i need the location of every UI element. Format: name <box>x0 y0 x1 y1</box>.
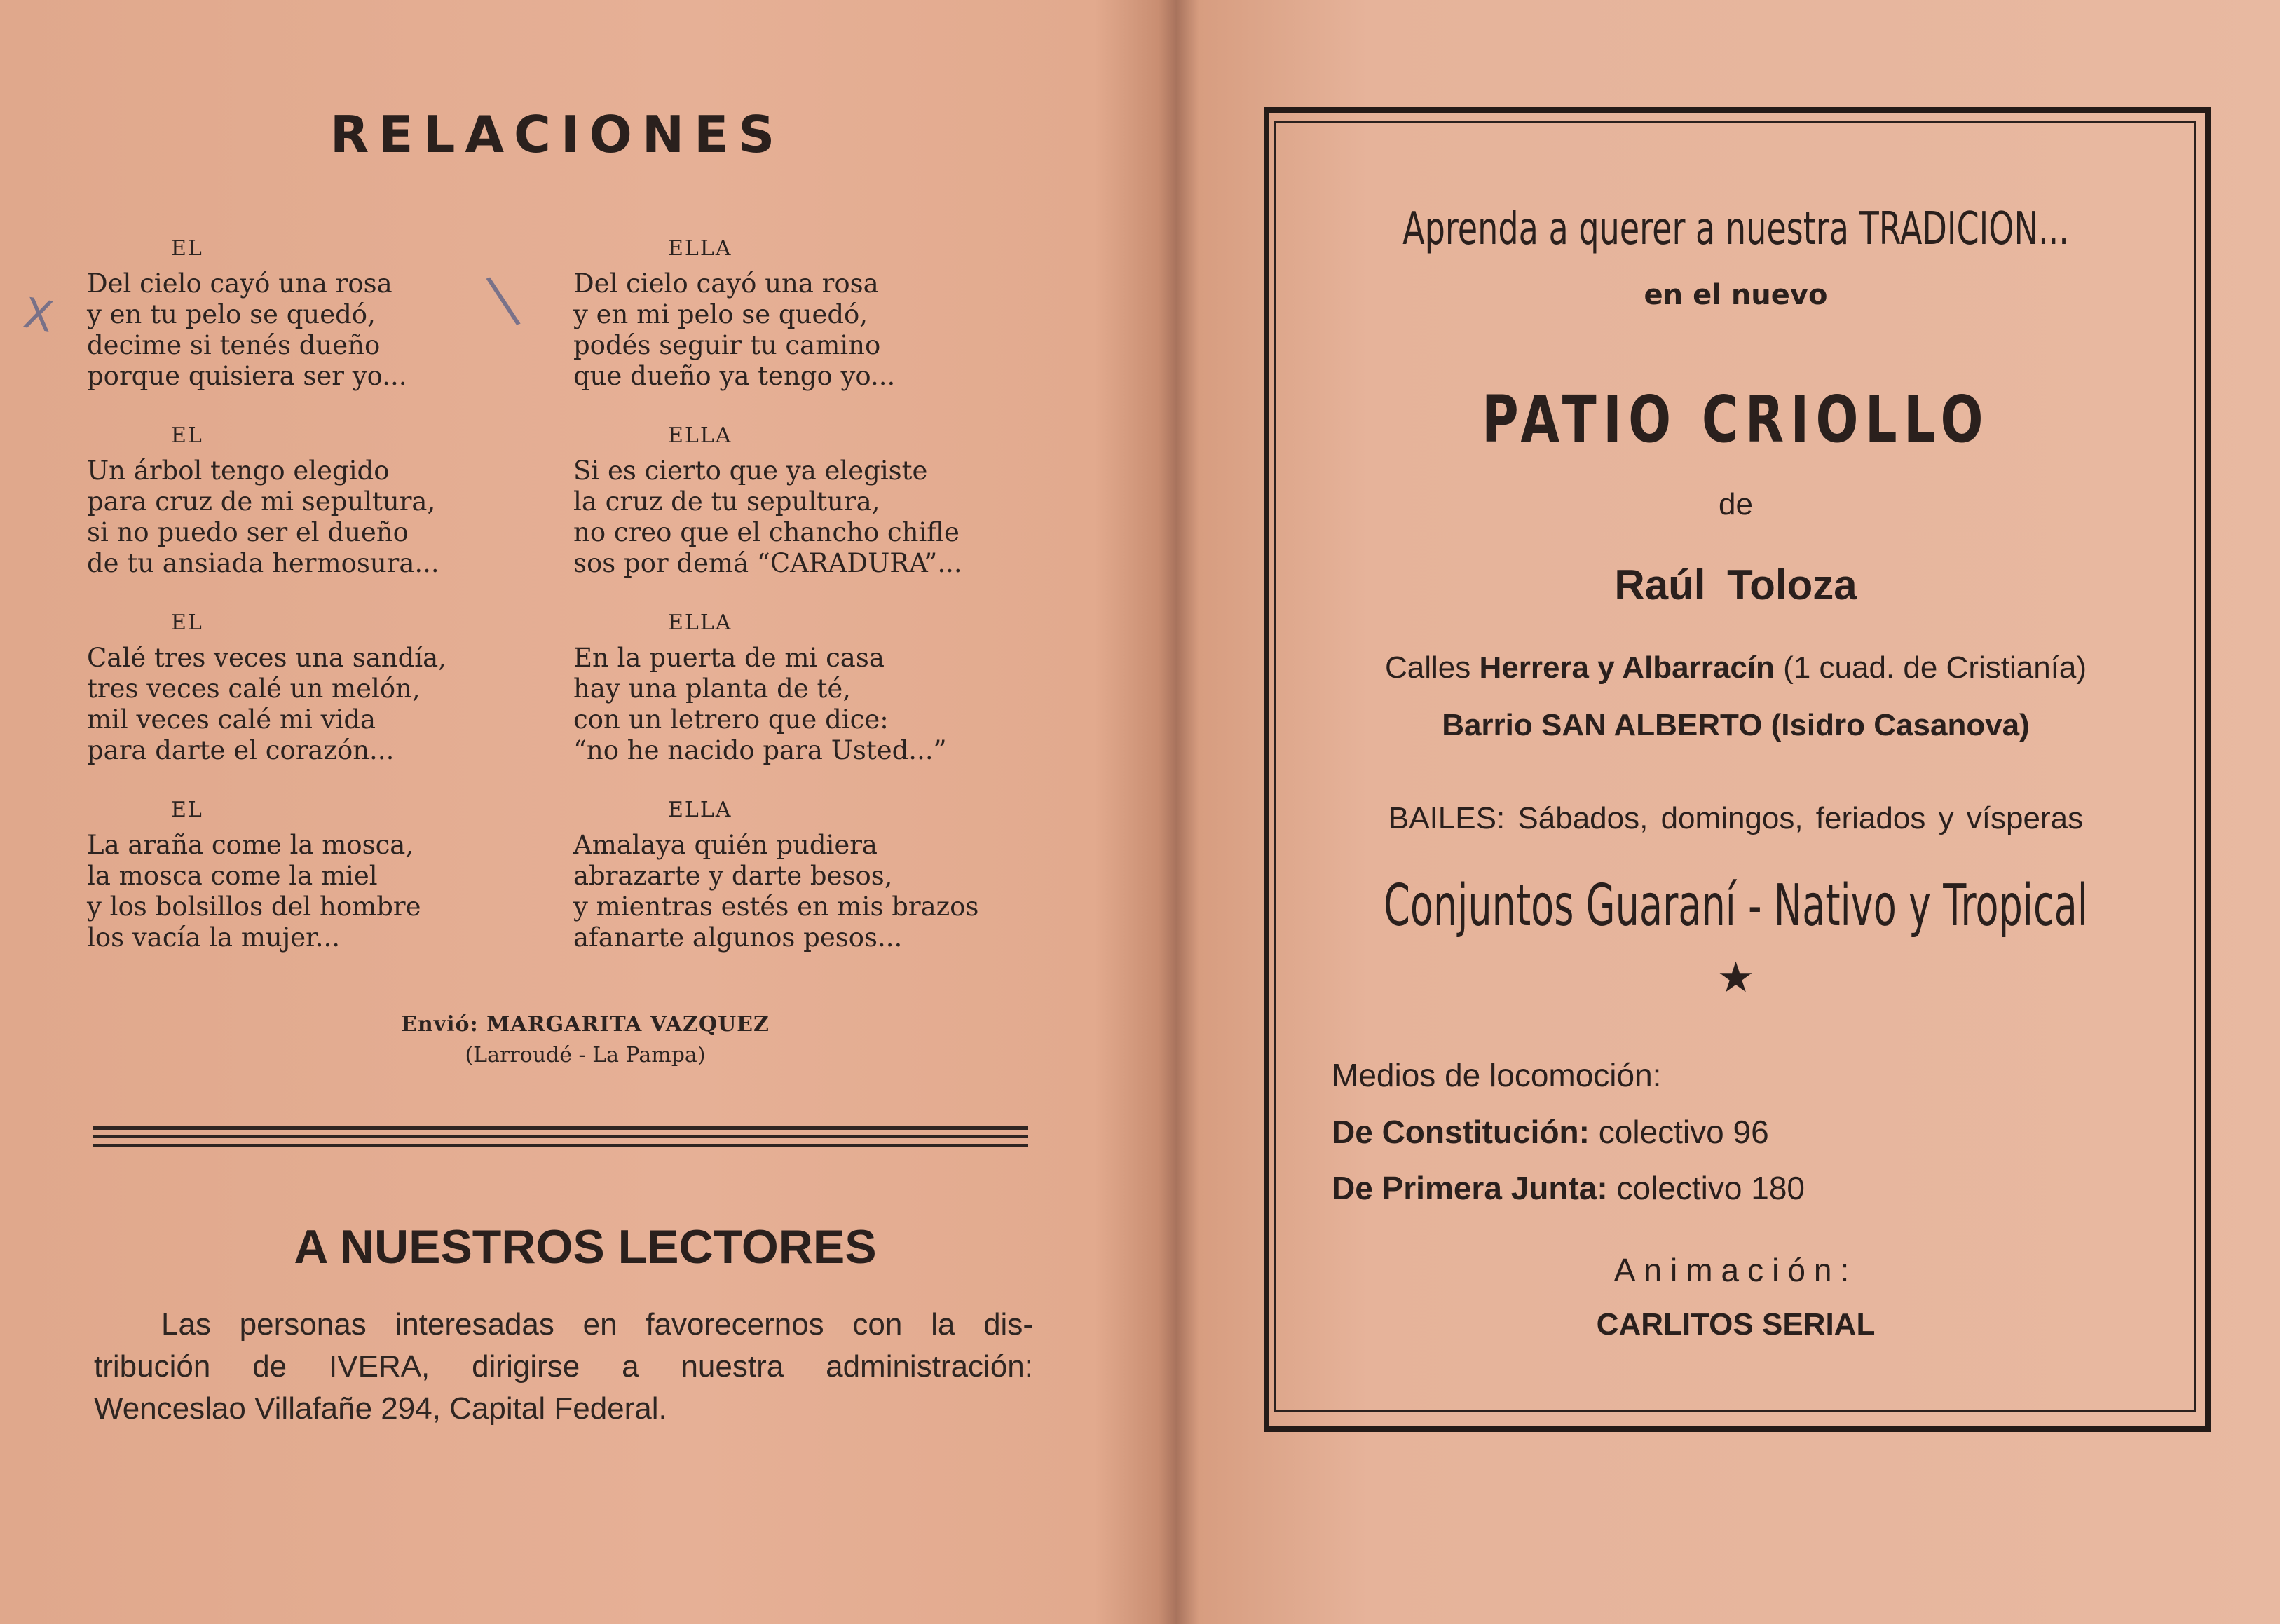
verse-line: afanarte algunos pesos... <box>573 922 903 953</box>
transport-title: Medios de locomoción: <box>1332 1057 1662 1093</box>
address-suffix: (1 cuad. de Cristianía) <box>1774 650 2087 685</box>
route-origin: De Primera Junta: <box>1332 1170 1608 1206</box>
venue-address <box>1192 650 2280 685</box>
verse-line: La araña come la mosca, <box>87 830 414 860</box>
verse-line: podés seguir tu camino <box>573 330 881 360</box>
right-page <box>1192 0 2280 1624</box>
notice-line: tribución de IVERA, dirigirse a nuestra administración: <box>94 1349 1033 1384</box>
verse-line: Del cielo cayó una rosa <box>87 268 392 299</box>
verse-line: y mientras estés en mis brazos <box>573 892 979 922</box>
stanza-el-4 <box>87 795 564 953</box>
verse-line: Del cielo cayó una rosa <box>573 268 879 299</box>
stanza-ella-3 <box>573 608 1050 766</box>
star-icon: ★ <box>1716 953 1755 1002</box>
verse-line: y en mi pelo se quedó, <box>573 299 868 329</box>
stanza-ella-4 <box>573 795 1050 953</box>
speaker-label: ELLA <box>668 236 732 261</box>
stanza-el-2 <box>87 421 564 579</box>
verse-line: abrazarte y darte besos, <box>573 861 893 891</box>
speaker-label: EL <box>171 610 203 635</box>
dance-schedule: BAILES: Sábados, domingos, feriados y vísperas <box>1388 801 2084 835</box>
speaker-label: ELLA <box>668 423 732 448</box>
verse-line: y en tu pelo se quedó, <box>87 299 376 329</box>
readers-title: A NUESTROS LECTORES <box>294 1220 877 1274</box>
ad-subline: en el nuevo <box>1644 279 1828 311</box>
verse-line: porque quisiera ser yo... <box>87 361 407 391</box>
pencil-mark: \ <box>482 260 524 339</box>
speaker-label: EL <box>171 798 203 822</box>
address-streets: Herrera y Albarracín <box>1479 650 1775 685</box>
verse-line: de tu ansiada hermosura... <box>87 548 439 578</box>
ad-headline: Aprenda a querer a nuestra TRADICION... <box>1402 203 2069 255</box>
animation-host: CARLITOS SERIAL <box>1596 1307 1876 1342</box>
notice-line: Las personas interesadas en favorecernos con la dis- <box>161 1307 1033 1342</box>
venue-barrio: Barrio SAN ALBERTO (Isidro Casanova) <box>1442 708 2030 742</box>
verse-line: sos por demá “CARADURA”... <box>573 548 962 578</box>
route-line: colectivo 180 <box>1607 1170 1805 1206</box>
verse-line: y los bolsillos del hombre <box>87 892 421 922</box>
verse-line: para cruz de mi sepultura, <box>87 486 436 517</box>
verse-line: decime si tenés dueño <box>87 330 381 360</box>
divider-rule <box>93 1135 1028 1138</box>
owner-name: Raúl Toloza <box>1614 561 1857 608</box>
notice-line: Wenceslao Villafañe 294, Capital Federal. <box>94 1391 667 1426</box>
route-line: colectivo 96 <box>1589 1114 1769 1150</box>
speaker-label: EL <box>171 423 203 448</box>
readers-notice <box>94 1304 1033 1430</box>
verse-line: los vacía la mujer... <box>87 922 341 953</box>
verse-line: “no he nacido para Usted...” <box>573 735 947 765</box>
bands-list: Conjuntos Guaraní - Nativo y Tropical <box>1384 873 2088 939</box>
transport-route <box>1332 1169 1805 1207</box>
verse-line: que dueño ya tengo yo... <box>573 361 896 391</box>
stanza-ella-2 <box>573 421 1050 579</box>
verse-line: no creo que el chancho chifle <box>573 517 960 547</box>
relaciones-title: RELACIONES <box>329 105 785 164</box>
stanza-el-1 <box>87 233 564 392</box>
transport-route <box>1332 1113 1769 1151</box>
verse-line: la cruz de tu sepultura, <box>573 486 880 517</box>
verse-line: mil veces calé mi vida <box>87 704 376 735</box>
sender-place: (Larroudé - La Pampa) <box>465 1043 706 1067</box>
venue-name: PATIO CRIOLLO <box>1482 382 1990 457</box>
verse-line: Amalaya quién pudiera <box>573 830 878 860</box>
verse-line: Si es cierto que ya elegiste <box>573 456 928 486</box>
ad-de: de <box>1719 487 1753 521</box>
speaker-label: EL <box>171 236 203 261</box>
divider-rule <box>93 1144 1028 1147</box>
verse-line: con un letrero que dice: <box>573 704 889 735</box>
verse-line: si no puedo ser el dueño <box>87 517 409 547</box>
animation-label: Animación: <box>1613 1252 1858 1288</box>
stanza-el-3 <box>87 608 564 766</box>
verse-line: la mosca come la miel <box>87 861 378 891</box>
verse-line: Un árbol tengo elegido <box>87 456 390 486</box>
verse-line: hay una planta de té, <box>573 674 851 704</box>
sender-name: Envió: MARGARITA VAZQUEZ <box>401 1012 770 1037</box>
address-prefix: Calles <box>1384 650 1480 685</box>
verse-line: Calé tres veces una sandía, <box>87 643 446 673</box>
verse-line: tres veces calé un melón, <box>87 674 421 704</box>
divider-rule <box>93 1126 1028 1130</box>
pencil-mark: X <box>20 288 57 343</box>
speaker-label: ELLA <box>668 798 732 822</box>
sender-credit <box>0 1009 1170 1071</box>
verse-line: para darte el corazón... <box>87 735 395 765</box>
speaker-label: ELLA <box>668 610 732 635</box>
ad-frame-inner <box>1274 121 2196 1412</box>
stanza-ella-1 <box>573 233 1050 392</box>
route-origin: De Constitución: <box>1332 1114 1590 1150</box>
verse-line: En la puerta de mi casa <box>573 643 885 673</box>
